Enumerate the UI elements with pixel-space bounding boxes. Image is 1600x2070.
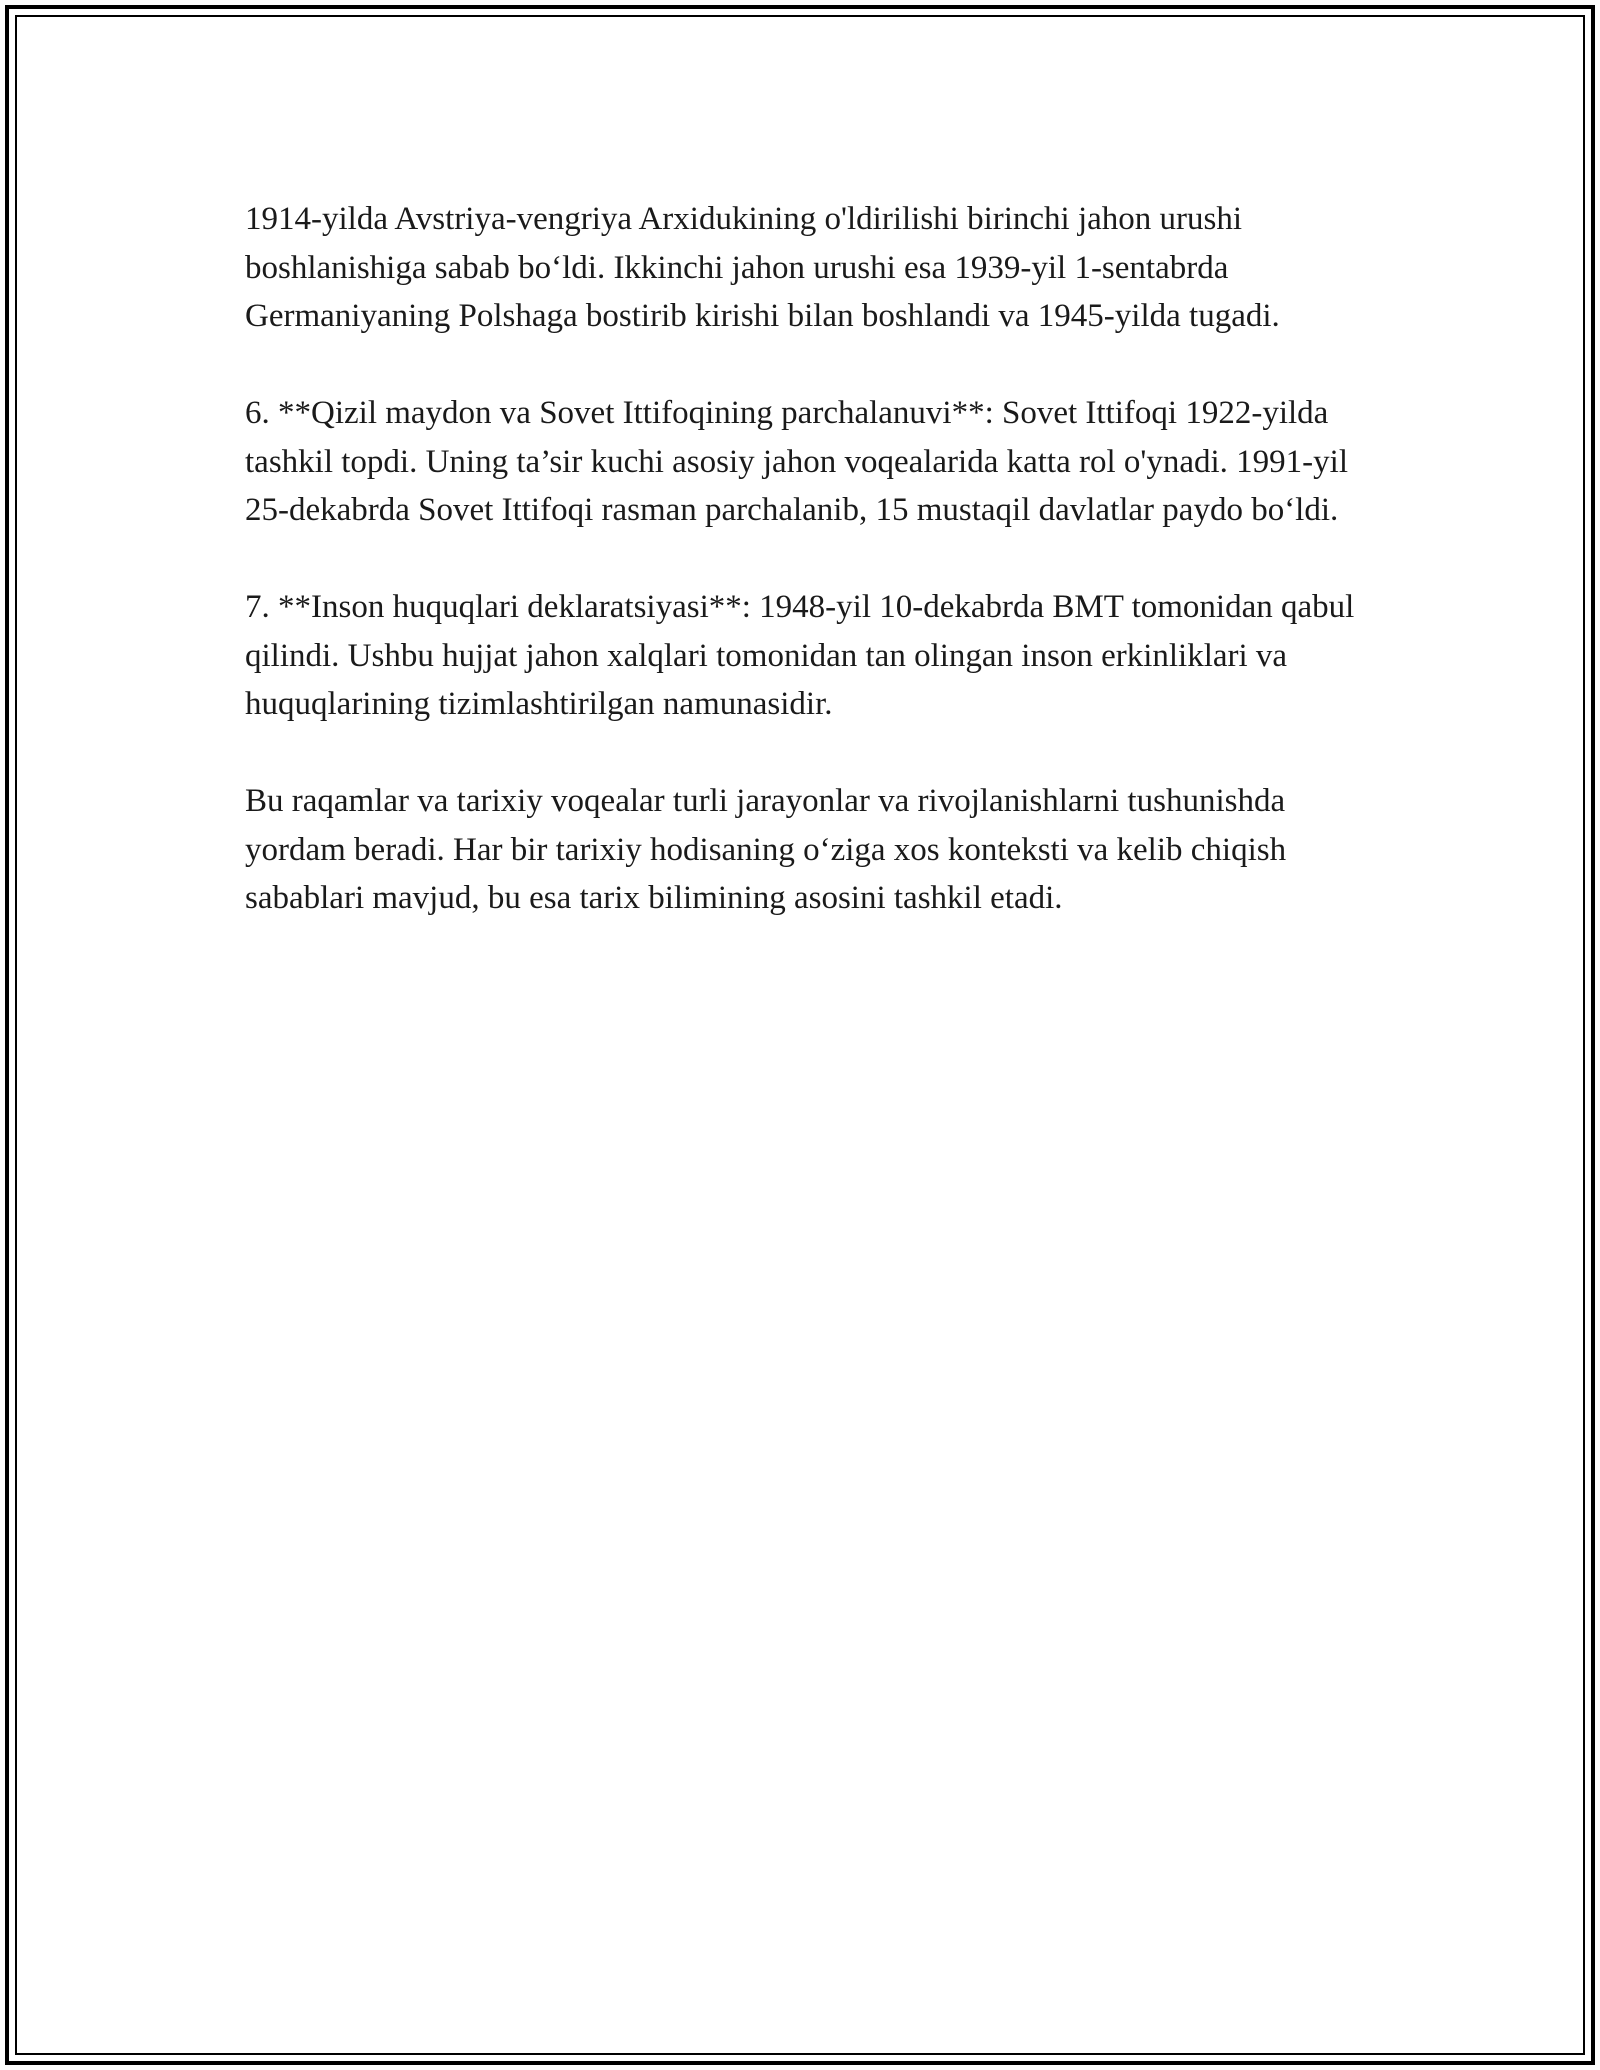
document-body [245,195,1385,923]
paragraph-conclusion: Bu raqamlar va tarixiy voqealar turli jarayonlar va rivojlanishlarni tushunishda yordam beradi. Har bir tarixiy hodisaning o‘ziga xos konteksti va kelib chiqish sabablari mavjud, bu esa tarix bilimining asosini tashkil etadi. [245,783,1287,916]
paragraph-soviet-union: 6. **Qizil maydon va Sovet Ittifoqining parchalanuvi**: Sovet Ittifoqi 1922-yilda tashkil topdi. Uning ta’sir kuchi asosiy jahon voqealarida katta rol o'ynadi. 1991-yil 25-dekabrda Sovet Ittifoqi rasman parchalanib, 15 mustaqil davlatlar paydo bo‘ldi. [245,395,1348,528]
paragraph-human-rights: 7. **Inson huquqlari deklaratsiyasi**: 1948-yil 10-dekabrda BMT tomonidan qabul qilindi. Ushbu hujjat jahon xalqlari tomonidan tan olingan inson erkinliklari va huquqlarining tizimlashtirilgan namunasidir. [245,589,1355,722]
paragraph-ww1-ww2: 1914-yilda Avstriya-vengriya Arxidukining o'ldirilishi birinchi jahon urushi boshlanishiga sabab bo‘ldi. Ikkinchi jahon urushi esa 1939-yil 1-sentabrda Germaniyaning Polshaga bostirib kirishi bilan boshlandi va 1945-yilda tugadi. [245,201,1280,334]
page-border [5,5,1595,2065]
